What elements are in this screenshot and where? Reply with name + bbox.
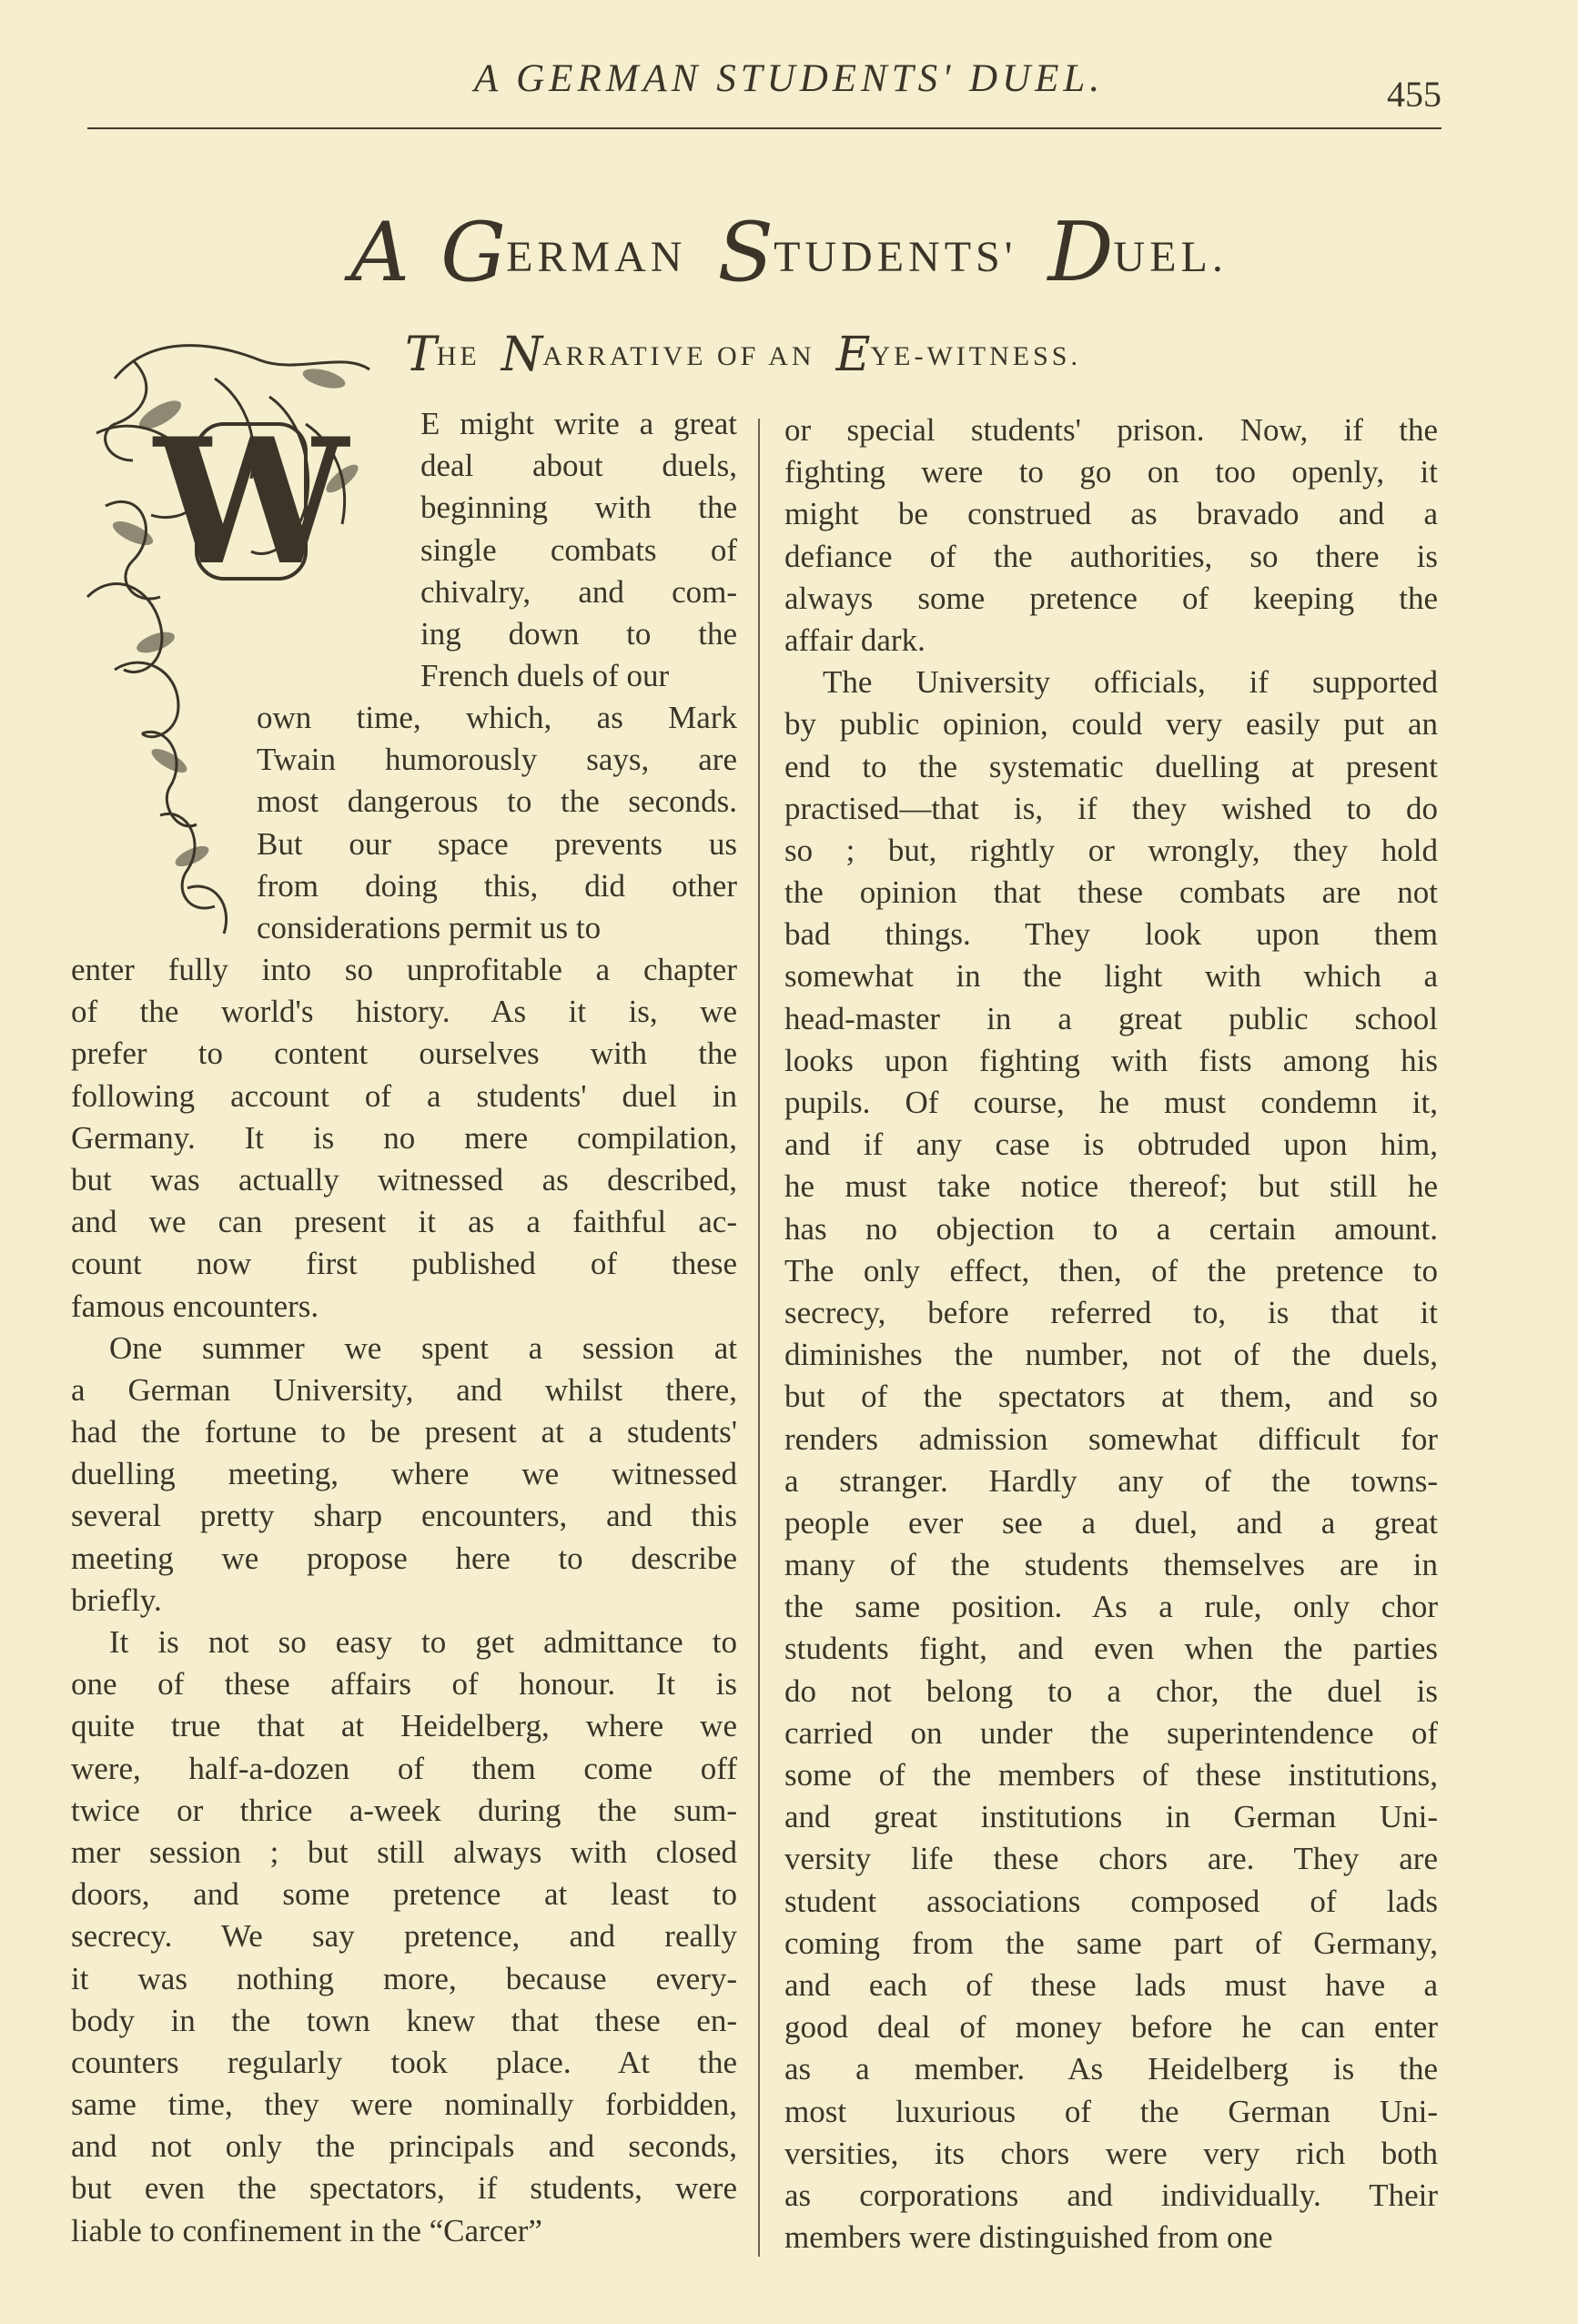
text-line: carried on under the superintendence of: [784, 1714, 1438, 1751]
text-line: counters regularly took place. At the: [71, 2044, 737, 2080]
text-line: quite true that at Heidelberg, where we: [71, 1708, 737, 1744]
text-line: might be construed as bravado and a: [784, 496, 1438, 532]
text-line: members were distinguished from one: [784, 2219, 1273, 2256]
column-divider: [758, 419, 760, 2257]
text-line: versities, its chors were very rich both: [784, 2135, 1438, 2171]
title-g-rest: ERMAN: [506, 233, 687, 281]
text-line: looks upon fighting with fists among his: [784, 1042, 1438, 1078]
title-cap-s: S: [717, 205, 774, 300]
text-line: Twain humorously says, are: [257, 742, 737, 778]
text-line: the same position. As a rule, only chor: [784, 1589, 1438, 1625]
text-line: The only effect, then, of the pretence to: [784, 1252, 1438, 1288]
page-number: 455: [1387, 74, 1441, 115]
text-line: but was actually witnessed as described,: [71, 1161, 737, 1197]
text-line: but even the spectators, if students, were: [71, 2170, 737, 2207]
text-line: E might write a great: [420, 406, 737, 441]
text-line: somewhat in the light with which a: [784, 958, 1438, 995]
text-line: do not belong to a chor, the duel is: [784, 1672, 1438, 1709]
text-line: from doing this, did other: [257, 867, 737, 904]
text-line: affair dark.: [784, 621, 926, 658]
text-line: most dangerous to the seconds.: [257, 783, 737, 820]
text-line: Germany. It is no mere compilation,: [71, 1119, 737, 1156]
text-line: student associations composed of lads: [784, 1883, 1438, 1919]
text-line: renders admission somewhat difficult for: [784, 1420, 1438, 1457]
header-rule: [87, 127, 1441, 129]
title-cap-g: G: [440, 205, 507, 300]
text-line: It is not so easy to get admittance to: [109, 1624, 737, 1660]
text-line: a German University, and whilst there,: [71, 1371, 737, 1408]
text-line: doors, and some pretence at least to: [71, 1876, 737, 1913]
text-line: most luxurious of the German Uni-: [784, 2093, 1438, 2129]
title-cap-d: D: [1047, 205, 1114, 300]
text-line: chivalry, and com-: [420, 573, 737, 610]
right-column: [784, 409, 1438, 2258]
text-line: count now first published of these: [71, 1246, 737, 1282]
subtitle-e-rest: YE-WITNESS.: [870, 341, 1081, 371]
text-line: mer session ; but still always with closed: [71, 1834, 737, 1870]
text-line: prefer to content ourselves with the: [71, 1036, 737, 1072]
text-line: and each of these lads must have a: [784, 1966, 1438, 2003]
text-line: famous encounters.: [71, 1288, 319, 1324]
text-line: defiance of the authorities, so there is: [784, 538, 1438, 574]
text-line: same time, they were nominally forbidden,: [71, 2087, 737, 2123]
text-line: had the fortune to be present at a students': [71, 1414, 737, 1450]
article-subtitle: [405, 328, 1224, 382]
dropcap-letter: W: [154, 400, 349, 603]
text-line: deal about duels,: [420, 448, 737, 484]
text-line: by public opinion, could very easily put an: [784, 706, 1438, 743]
subtitle-cap-t: T: [405, 328, 437, 382]
left-column-top: [420, 403, 737, 697]
text-line: duelling meeting, where we witnessed: [71, 1456, 737, 1492]
text-line: always some pretence of keeping the: [784, 580, 1438, 616]
text-line: enter fully into so unprofitable a chapter: [71, 952, 737, 987]
text-line: But our space prevents us: [257, 825, 737, 862]
text-line: were, half-a-dozen of them come off: [71, 1750, 737, 1786]
text-line: several pretty sharp encounters, and this: [71, 1498, 737, 1534]
text-line: one of these affairs of honour. It is: [71, 1666, 737, 1703]
text-line: The University officials, if supported: [823, 664, 1438, 701]
text-line: as a member. As Heidelberg is the: [784, 2051, 1438, 2087]
text-line: single combats of: [420, 531, 737, 568]
text-line: or special students' prison. Now, if the: [784, 412, 1438, 448]
text-line: versity life these chors are. They are: [784, 1841, 1438, 1877]
text-line: body in the town knew that these en-: [71, 2002, 737, 2038]
text-line: meeting we propose here to describe: [71, 1540, 737, 1576]
text-line: the opinion that these combats are not: [784, 874, 1438, 911]
text-line: secrecy. We say pretence, and really: [71, 1918, 737, 1955]
text-line: head-master in a great public school: [784, 1000, 1438, 1036]
text-line: has no objection to a certain amount.: [784, 1210, 1438, 1247]
text-line: many of the students themselves are in: [784, 1547, 1438, 1583]
text-line: pupils. Of course, he must condemn it,: [784, 1085, 1438, 1120]
left-column-middle: [257, 697, 737, 949]
text-line: own time, which, as Mark: [257, 700, 737, 735]
text-line: beginning with the: [420, 490, 737, 526]
text-line: bad things. They look upon them: [784, 916, 1438, 953]
text-line: diminishes the number, not of the duels,: [784, 1337, 1438, 1373]
text-line: and if any case is obtruded upon him,: [784, 1127, 1438, 1163]
text-line: but of the spectators at them, and so: [784, 1379, 1438, 1415]
subtitle-n-rest: ARRATIVE OF AN: [542, 341, 815, 371]
article-title: [0, 205, 1578, 300]
text-line: briefly.: [71, 1581, 162, 1618]
text-line: students fight, and even when the parties: [784, 1631, 1438, 1667]
text-line: people ever see a duel, and a great: [784, 1504, 1438, 1541]
text-line: some of the members of these institutions,: [784, 1757, 1438, 1793]
text-line: twice or thrice a-week during the sum-: [71, 1792, 737, 1828]
text-line: and great institutions in German Uni-: [784, 1799, 1438, 1835]
text-line: fighting were to go on too openly, it: [784, 454, 1438, 490]
text-line: it was nothing more, because every-: [71, 1960, 737, 1996]
text-line: One summer we spent a session at: [109, 1329, 737, 1366]
text-line: practised—that is, if they wished to do: [784, 790, 1438, 826]
text-line: ing down to the: [420, 615, 737, 652]
text-line: end to the systematic duelling at present: [784, 748, 1438, 784]
text-line: secrecy, before referred to, is that it: [784, 1294, 1438, 1330]
left-column-main: [71, 949, 737, 2252]
text-line: liable to confinement in the “Carcer”: [71, 2212, 542, 2248]
running-head: A GERMAN STUDENTS' DUEL.: [473, 57, 1105, 100]
text-line: and not only the principals and seconds,: [71, 2128, 737, 2165]
text-line: good deal of money before he can enter: [784, 2009, 1438, 2046]
subtitle-cap-n: N: [501, 328, 543, 382]
text-line: following account of a students' duel in: [71, 1077, 737, 1114]
text-line: as corporations and individually. Their: [784, 2177, 1438, 2213]
text-line: of the world's history. As it is, we: [71, 994, 737, 1030]
subtitle-t-rest: HE: [436, 341, 480, 371]
text-line: he must take notice thereof; but still he: [784, 1168, 1438, 1205]
text-line: coming from the same part of Germany,: [784, 1925, 1438, 1961]
title-cap-a: A: [350, 205, 410, 300]
text-line: and we can present it as a faithful ac-: [71, 1204, 737, 1240]
title-s-rest: TUDENTS': [774, 233, 1017, 281]
text-line: so ; but, rightly or wrongly, they hold: [784, 832, 1438, 868]
text-line: a stranger. Hardly any of the towns-: [784, 1462, 1438, 1499]
text-line: considerations permit us to: [257, 909, 602, 945]
title-d-rest: UEL.: [1113, 233, 1228, 281]
subtitle-cap-e: E: [835, 328, 871, 382]
text-line: French duels of our: [420, 658, 670, 694]
